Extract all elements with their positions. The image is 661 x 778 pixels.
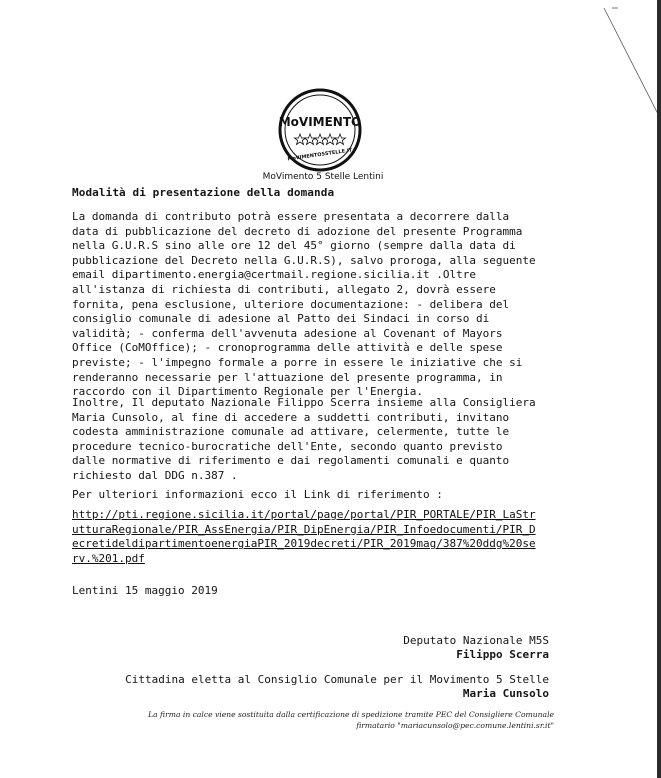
logo-caption: MoVimento 5 Stelle Lentini (262, 172, 384, 182)
pec-footnote: La firma in calce viene sostituita dalla certificazione di spedizione tramite PEC del Consigliere Comunale firmatario "mariacunsolo@pec.comune.lentini.sr.it" (148, 710, 554, 730)
reference-link[interactable]: http://pti.regione.sicilia.it/portal/page/portal/PIR_PORTALE/PIR_LaStrutturaRegionale/PIR_AssEnergia/PIR_DipEnergia/PIR_Infoedocumenti/PIR_DecretideldipartimentoenergiaPIR_2019decreti/PIR_2019mag/387%20ddg%20serv.%201.pdf (72, 508, 536, 565)
movimento-logo (268, 88, 378, 172)
date-line: Lentini 15 maggio 2019 (72, 584, 218, 597)
signature-role-deputy: Deputato Nazionale M5S (403, 634, 549, 647)
section-heading: Modalità di presentazione della domanda (72, 186, 335, 199)
scan-edge (657, 0, 661, 778)
paragraph-submission: La domanda di contributo potrà essere presentata a decorrere dalla data di pubblicazione del decreto di adozione del presente Programma nella G.U.R.S sino alle ore 12 del 45° giorno (sempre dalla data di pubblicazione del Decreto nella G.U.R.S), salvo proroga, alla seguente email dipartimento.energia@certmail.regione.sicilia.it .Oltre all'istanza di richiesta di contributi, allegato 2, dovrà essere fornita, pena esclusione, ulteriore documentazione: - delibera del consiglio comunale di adesione al Patto dei Sindaci in corso di validità; - conferma dell'avvenuta adesione al Covenant of Mayors Office (CoMOffice); - cronoprogramma delle attività e delle spese previste; - l'impegno formale a porre in essere le iniziative che si renderanno necessarie per l'attuazione del presente programma, in raccordo con il Dipartimento Regionale per l'Energia. (72, 210, 536, 399)
paragraph-info: Per ulteriori informazioni ecco il Link di riferimento : (72, 488, 443, 501)
signature-name-councillor: Maria Cunsolo (462, 687, 549, 700)
signature-name-deputy: Filippo Scerra (456, 648, 549, 661)
logo-wordmark: MoVIMENTO (278, 115, 362, 129)
signature-role-councillor: Cittadina eletta al Consiglio Comunale per il Movimento 5 Stelle (125, 673, 549, 686)
paragraph-invitation: Inoltre, Il deputato Nazionale Filippo Scerra insieme alla Consigliera Maria Cunsolo, al fine di accedere a suddetti contributi, invitano codesta amministrazione comunale ad attivare, celermente, tutte le procedure tecnico-burocratiche dell'Ente, secondo quanto previsto dalle normative di riferimento e dai regolamenti comunali e quanto richiesto dal DDG n.387 . (72, 396, 536, 482)
logo-emblem (268, 88, 378, 172)
logo-url: MoVIMENTO5STELLE.IT (287, 147, 353, 163)
